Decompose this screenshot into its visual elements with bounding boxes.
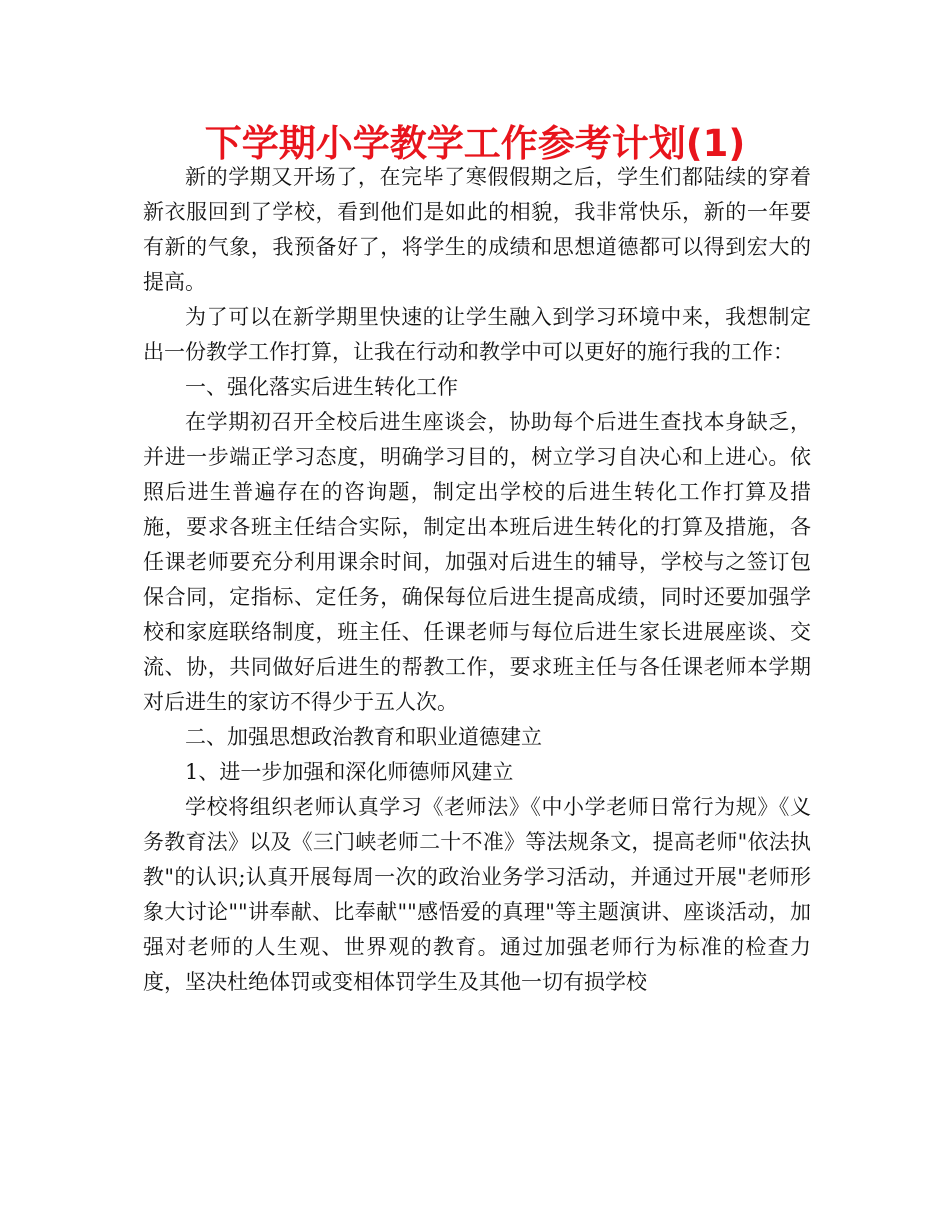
section-heading-2: 二、加强思想政治教育和职业道德建立 xyxy=(185,725,542,749)
section-heading-1: 一、强化落实后进生转化工作 xyxy=(185,375,458,399)
paragraph-intro: 新的学期又开场了，在完毕了寒假假期之后，学生们都陆续的穿着新衣服回到了学校，看到他们是如此的相貌，我非常快乐，新的一年要有新的气象，我预备好了，将学生的成绩和思想道德都可以得到宏大的提高。 xyxy=(143,165,811,294)
document-title: 下学期小学教学工作参考计划(1) xyxy=(204,122,746,165)
paragraph-plan-purpose: 为了可以在新学期里快速的让学生融入到学习环境中来，我想制定出一份教学工作打算，让我在行动和教学中可以更好的施行我的工作： xyxy=(143,305,811,364)
subsection-heading-2-1: 1、进一步加强和深化师德师风建立 xyxy=(185,760,514,784)
document-body xyxy=(143,160,811,1000)
paragraph-section-1: 在学期初召开全校后进生座谈会，协助每个后进生查找本身缺乏，并进一步端正学习态度，明确学习目的，树立学习自决心和上进心。依照后进生普遍存在的咨询题，制定出学校的后进生转化工作打算及措施，要求各班主任结合实际，制定出本班后进生转化的打算及措施，各任课老师要充分利用课余时间，加强对后进生的辅导，学校与之签订包保合同，定指标、定任务，确保每位后进生提高成绩，同时还要加强学校和家庭联络制度，班主任、任课老师与每位后进生家长进展座谈、交流、协，共同做好后进生的帮教工作，要求班主任与各任课老师本学期对后进生的家访不得少于五人次。 xyxy=(143,410,811,714)
paragraph-subsection-2-1: 学校将组织老师认真学习《老师法》《中小学老师日常行为规》《义务教育法》以及《三门峡老师二十不准》等法规条文，提高老师"依法执教"的认识;认真开展每周一次的政治业务学习活动，并通过开展"老师形象大讨论""讲奉献、比奉献""感悟爱的真理"等主题演讲、座谈活动，加强对老师的人生观、世界观的教育。通过加强老师行为标准的检查力度，坚决杜绝体罚或变相体罚学生及其他一切有损学校 xyxy=(143,795,811,994)
